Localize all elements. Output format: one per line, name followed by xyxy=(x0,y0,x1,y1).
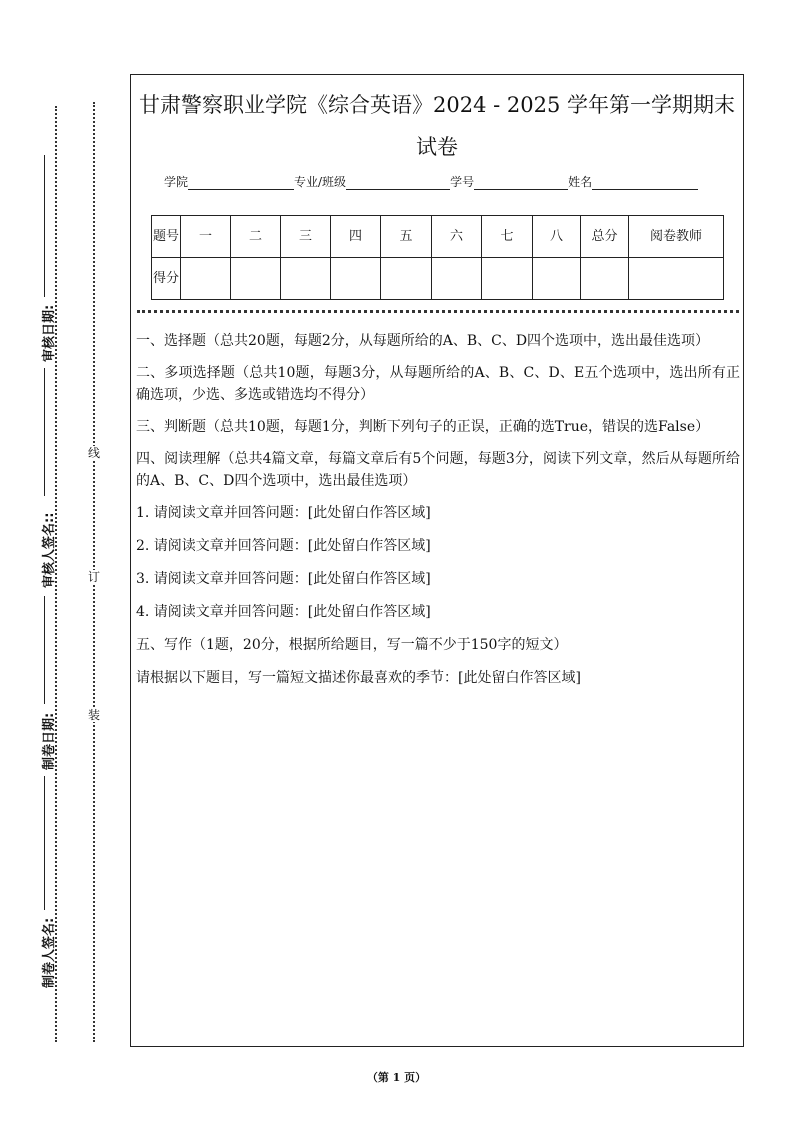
exam-content xyxy=(136,330,740,700)
student-id-blank[interactable] xyxy=(474,175,568,190)
col-2: 二 xyxy=(231,216,281,258)
outer-dotted-line xyxy=(55,106,57,1042)
reviewer-date-label: 审核日期: xyxy=(42,304,57,362)
score-cell[interactable] xyxy=(281,258,331,300)
name-blank[interactable] xyxy=(592,175,698,190)
score-header-row xyxy=(152,216,724,258)
college-blank[interactable] xyxy=(188,175,294,190)
col-5: 五 xyxy=(381,216,432,258)
score-cell[interactable] xyxy=(482,258,533,300)
score-cell[interactable] xyxy=(432,258,482,300)
score-cell[interactable] xyxy=(181,258,231,300)
section-choice: 一、选择题（总共20题，每题2分，从每题所给的A、B、C、D四个选项中，选出最佳选项） xyxy=(136,333,710,349)
col-3: 三 xyxy=(281,216,331,258)
maker-date-label: 制卷日期: xyxy=(42,712,57,770)
student-id-label: 学号 xyxy=(450,175,475,189)
maker-sign-label: 制卷人签名: xyxy=(42,917,57,988)
score-cell[interactable] xyxy=(533,258,581,300)
student-info-row xyxy=(164,172,724,190)
col-4: 四 xyxy=(331,216,381,258)
section-reading: 四、阅读理解（总共4篇文章，每篇文章后有5个问题，每题3分，阅读下列文章，然后从每题所给的A、B、C、D四个选项中，选出最佳选项） xyxy=(136,451,740,489)
reading-item-3: 3. 请阅读文章并回答问题：[此处留白作答区域] xyxy=(136,571,431,587)
section-true-false: 三、判断题（总共10题，每题1分，判断下列句子的正误，正确的选True，错误的选False） xyxy=(136,419,710,435)
grader-cell[interactable] xyxy=(629,258,724,300)
binding-char-line: 线 xyxy=(87,446,100,460)
reviewer-date-line[interactable] xyxy=(44,155,45,297)
col-grader: 阅卷教师 xyxy=(629,216,724,258)
maker-sign-line[interactable] xyxy=(44,776,45,910)
col-6: 六 xyxy=(432,216,482,258)
section-multi-choice: 二、多项选择题（总共10题，每题3分，从每题所给的A、B、C、D、E五个选项中，选出所有正确选项，少选、多选或错选均不得分） xyxy=(136,365,740,403)
section-writing: 五、写作（1题，20分，根据所给题目，写一篇不少于150字的短文） xyxy=(136,637,568,653)
binding-char-bind: 装 xyxy=(87,708,100,722)
score-cell[interactable] xyxy=(381,258,432,300)
reading-item-4: 4. 请阅读文章并回答问题：[此处留白作答区域] xyxy=(136,604,431,620)
col-1: 一 xyxy=(181,216,231,258)
reading-item-1: 1. 请阅读文章并回答问题：[此处留白作答区域] xyxy=(136,505,431,521)
binding-char-order: 订 xyxy=(87,570,100,584)
college-label: 学院 xyxy=(164,175,189,189)
exam-title: 甘肃警察职业学院《综合英语》2024 - 2025 学年第一学期期末试卷 xyxy=(138,93,735,159)
col-7: 七 xyxy=(482,216,533,258)
header-label-cell: 题号 xyxy=(152,216,181,258)
dotted-separator xyxy=(137,310,739,313)
reviewer-sign-label: 审核人签名:: xyxy=(42,512,57,588)
major-class-label: 专业/班级 xyxy=(294,175,347,189)
score-total-cell[interactable] xyxy=(581,258,629,300)
major-class-blank[interactable] xyxy=(346,175,450,190)
reading-item-2: 2. 请阅读文章并回答问题：[此处留白作答区域] xyxy=(136,538,431,554)
maker-date-line[interactable] xyxy=(44,596,45,704)
row-label-cell: 得分 xyxy=(152,258,181,300)
score-value-row xyxy=(152,258,724,300)
score-cell[interactable] xyxy=(231,258,281,300)
reviewer-sign-line[interactable] xyxy=(44,368,45,496)
name-label: 姓名 xyxy=(568,175,593,189)
col-total: 总分 xyxy=(581,216,629,258)
col-8: 八 xyxy=(533,216,581,258)
writing-prompt: 请根据以下题目，写一篇短文描述你最喜欢的季节：[此处留白作答区域] xyxy=(136,670,581,686)
score-cell[interactable] xyxy=(331,258,381,300)
page-footer: （第 1 页） xyxy=(366,1071,427,1084)
score-table xyxy=(151,215,724,300)
